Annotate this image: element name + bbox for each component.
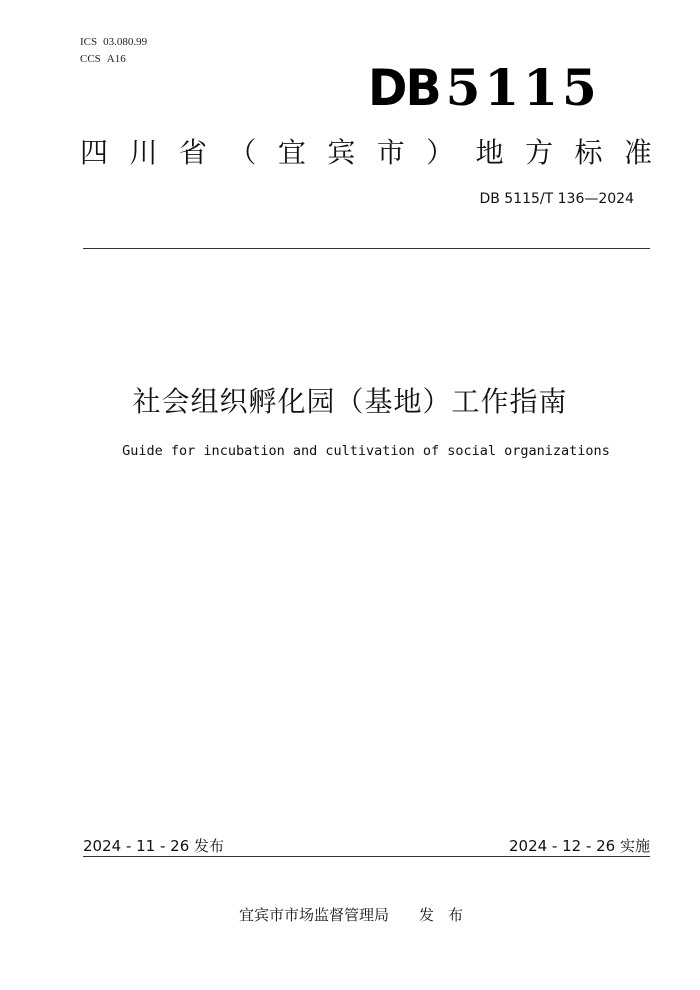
- issuer-action: 发布: [419, 906, 478, 924]
- standard-kind-char: 川: [129, 136, 158, 169]
- classification-codes: [80, 34, 147, 68]
- standard-number: DB 5115/T 136—2024: [479, 191, 634, 207]
- standard-kind-char: 准: [623, 136, 652, 169]
- standard-kind-char: 市: [376, 136, 405, 169]
- standard-kind-char: 宾: [327, 136, 356, 169]
- standard-kind-heading: [80, 134, 652, 172]
- standard-kind-char: 地: [475, 136, 504, 169]
- ics-label: ICS: [80, 36, 98, 48]
- standard-kind-char: 省: [178, 136, 207, 169]
- db-logo-number: 5115: [445, 58, 601, 117]
- effective-date: 2024 - 12 - 26 实施: [508, 837, 650, 855]
- ccs-label: CCS: [80, 53, 101, 65]
- ics-value: 03.080.99: [103, 36, 148, 48]
- standard-kind-char: 标: [574, 136, 603, 169]
- standard-kind-char: ）: [426, 136, 455, 169]
- release-date: 2024 - 11 - 26 发布: [83, 837, 225, 855]
- standard-kind-char: 宜: [277, 136, 306, 169]
- top-divider: [83, 248, 650, 249]
- ccs-code-row: [80, 51, 147, 68]
- standard-kind-char: 方: [525, 136, 554, 169]
- document-title-chinese: 社会组织孵化园（基地）工作指南: [132, 385, 568, 418]
- issuer-name: 宜宾市市场监督管理局: [238, 906, 389, 924]
- issuer-line: [0, 904, 700, 925]
- ccs-value: A16: [106, 53, 126, 65]
- bottom-divider: [83, 856, 650, 857]
- db-logo-prefix: DB: [368, 59, 440, 117]
- standard-kind-char: （: [228, 136, 257, 169]
- ics-code-row: [80, 34, 147, 51]
- document-title-english: Guide for incubation and cultivation of social organizations: [122, 443, 610, 459]
- db-standard-logo: [368, 58, 601, 117]
- standard-kind-char: 四: [80, 136, 109, 169]
